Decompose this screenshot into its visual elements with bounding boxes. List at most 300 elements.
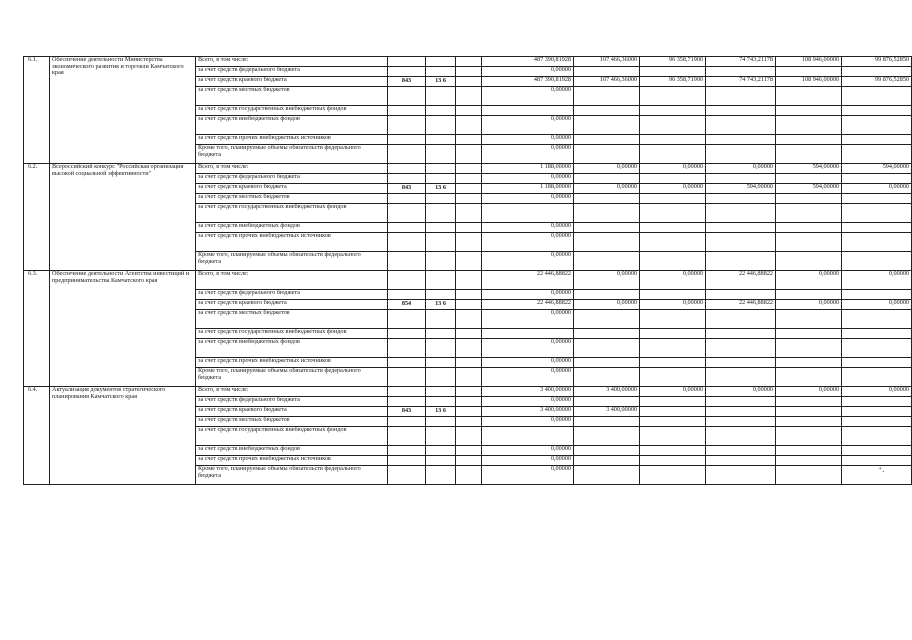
year-value	[706, 397, 776, 407]
year-value	[640, 329, 706, 339]
source-label: Кроме того, планируемые объемы обязательств федерального бюджета	[196, 466, 388, 485]
year-value	[574, 145, 640, 164]
total-value: 0,00000	[482, 310, 574, 329]
ministry-code	[388, 145, 426, 164]
year-value	[706, 135, 776, 145]
year-value	[776, 204, 842, 223]
ministry-code	[388, 204, 426, 223]
year-value	[574, 223, 640, 233]
source-label: за счет средств местных бюджетов	[196, 310, 388, 329]
source-label: Кроме того, планируемые объемы обязательств федерального бюджета	[196, 145, 388, 164]
source-label: за счет средств краевого бюджета	[196, 300, 388, 310]
year-value	[574, 466, 640, 485]
year-value: 0,00000	[640, 164, 706, 174]
year-value	[706, 329, 776, 339]
section-code	[426, 290, 456, 300]
section-code	[426, 427, 456, 446]
year-value: 0,00000	[706, 387, 776, 397]
year-value	[776, 427, 842, 446]
section-title: Всероссийский конкурс "Российская организация высокой социальной эффективности"	[50, 164, 196, 271]
section-code	[426, 57, 456, 67]
year-value: 0,00000	[640, 300, 706, 310]
year-value	[842, 252, 912, 271]
year-value	[706, 194, 776, 204]
year-value	[574, 67, 640, 77]
ministry-code	[388, 417, 426, 427]
empty-cell	[456, 174, 482, 184]
year-value	[776, 446, 842, 456]
source-label: за счет средств федерального бюджета	[196, 174, 388, 184]
section-code: 13 6	[426, 77, 456, 87]
year-value: 594,00000	[842, 164, 912, 174]
year-value: 0,00000	[776, 300, 842, 310]
year-value	[640, 310, 706, 329]
ministry-code: 843	[388, 184, 426, 194]
year-value	[640, 339, 706, 358]
year-value	[574, 233, 640, 252]
year-value	[640, 135, 706, 145]
year-value	[776, 194, 842, 204]
empty-cell	[456, 466, 482, 485]
year-value	[640, 446, 706, 456]
year-value	[574, 417, 640, 427]
empty-cell	[456, 164, 482, 174]
year-value	[776, 368, 842, 387]
empty-cell	[456, 116, 482, 135]
year-value	[706, 339, 776, 358]
source-label: за счет средств государственных внебюджетных фондов	[196, 427, 388, 446]
section-code	[426, 135, 456, 145]
section-code	[426, 67, 456, 77]
year-value	[842, 446, 912, 456]
section-title: Обеспечение деятельности Министерства экономического развития и торговли Камчатского края	[50, 57, 196, 164]
year-value	[842, 466, 912, 485]
year-value	[574, 339, 640, 358]
year-value	[706, 446, 776, 456]
year-value	[706, 358, 776, 368]
section-code	[426, 358, 456, 368]
total-value: 487 390,81928	[482, 77, 574, 87]
year-value: 3 400,00000	[574, 387, 640, 397]
section-code	[426, 368, 456, 387]
total-value: 0,00000	[482, 67, 574, 77]
table-row	[24, 387, 912, 397]
year-value	[776, 116, 842, 135]
year-value	[640, 252, 706, 271]
year-value	[640, 368, 706, 387]
year-value	[706, 456, 776, 466]
source-label: за счет средств прочих внебюджетных источников	[196, 233, 388, 252]
year-value	[706, 87, 776, 106]
year-value	[706, 223, 776, 233]
year-value	[706, 407, 776, 417]
year-value	[706, 145, 776, 164]
year-value	[842, 106, 912, 116]
total-value: 0,00000	[482, 135, 574, 145]
empty-cell	[456, 271, 482, 290]
source-label: за счет средств внебюджетных фондов	[196, 446, 388, 456]
ministry-code	[388, 116, 426, 135]
ministry-code	[388, 164, 426, 174]
year-value: 0,00000	[640, 271, 706, 290]
source-label: за счет средств местных бюджетов	[196, 417, 388, 427]
year-value	[574, 358, 640, 368]
empty-cell	[456, 67, 482, 77]
year-value	[574, 116, 640, 135]
empty-cell	[456, 407, 482, 417]
year-value: 0,00000	[574, 184, 640, 194]
year-value	[640, 427, 706, 446]
year-value	[842, 145, 912, 164]
section-code	[426, 233, 456, 252]
year-value	[776, 310, 842, 329]
year-value	[776, 233, 842, 252]
empty-cell	[456, 456, 482, 466]
total-value: 3 400,00000	[482, 387, 574, 397]
year-value	[706, 204, 776, 223]
total-value: 1 188,00000	[482, 184, 574, 194]
year-value	[842, 233, 912, 252]
year-value: 0,00000	[842, 300, 912, 310]
ministry-code	[388, 339, 426, 358]
total-value: 0,00000	[482, 174, 574, 184]
source-label: за счет средств прочих внебюджетных источников	[196, 358, 388, 368]
year-value	[574, 174, 640, 184]
source-label: Всего, в том числе:	[196, 164, 388, 174]
year-value: 22 446,88822	[706, 300, 776, 310]
year-value	[842, 339, 912, 358]
empty-cell	[456, 145, 482, 164]
ministry-code: 843	[388, 77, 426, 87]
empty-cell	[456, 310, 482, 329]
year-value	[706, 466, 776, 485]
total-value: 0,00000	[482, 194, 574, 204]
year-value	[640, 87, 706, 106]
source-label: за счет средств государственных внебюджетных фондов	[196, 329, 388, 339]
source-label: Всего, в том числе:	[196, 387, 388, 397]
ministry-code	[388, 290, 426, 300]
year-value	[842, 358, 912, 368]
year-value	[640, 116, 706, 135]
table-row	[24, 57, 912, 67]
total-value: 1 188,00000	[482, 164, 574, 174]
source-label: за счет средств краевого бюджета	[196, 77, 388, 87]
budget-table-body	[24, 57, 912, 485]
year-value: 108 946,00000	[776, 57, 842, 67]
year-value	[776, 67, 842, 77]
source-label: за счет средств государственных внебюджетных фондов	[196, 204, 388, 223]
year-value: 0,00000	[640, 387, 706, 397]
empty-cell	[456, 358, 482, 368]
section-code: 13 6	[426, 184, 456, 194]
empty-cell	[456, 427, 482, 446]
section-code	[426, 106, 456, 116]
section-code	[426, 271, 456, 290]
year-value: 594,00000	[706, 184, 776, 194]
year-value: 0,00000	[776, 387, 842, 397]
year-value	[574, 329, 640, 339]
year-value	[842, 87, 912, 106]
year-value	[776, 417, 842, 427]
year-value: 99 876,52850	[842, 77, 912, 87]
year-value	[706, 174, 776, 184]
section-code	[426, 116, 456, 135]
year-value: 74 743,21178	[706, 57, 776, 67]
year-value	[776, 145, 842, 164]
year-value	[776, 252, 842, 271]
year-value	[574, 427, 640, 446]
section-number: 6.2.	[24, 164, 50, 271]
year-value	[776, 106, 842, 116]
section-code	[426, 164, 456, 174]
budget-table	[23, 56, 912, 485]
year-value	[706, 310, 776, 329]
table-row	[24, 164, 912, 174]
section-code	[426, 417, 456, 427]
year-value	[706, 427, 776, 446]
ministry-code	[388, 233, 426, 252]
ministry-code	[388, 387, 426, 397]
source-label: за счет средств внебюджетных фондов	[196, 339, 388, 358]
year-value	[776, 407, 842, 417]
year-value: 107 466,36000	[574, 57, 640, 67]
section-code	[426, 145, 456, 164]
source-label: Кроме того, планируемые объемы обязательств федерального бюджета	[196, 368, 388, 387]
empty-cell	[456, 184, 482, 194]
empty-cell	[456, 223, 482, 233]
empty-cell	[456, 57, 482, 67]
ministry-code	[388, 67, 426, 77]
ministry-code: 843	[388, 407, 426, 417]
year-value	[574, 87, 640, 106]
year-value	[842, 290, 912, 300]
year-value	[574, 290, 640, 300]
year-value	[842, 427, 912, 446]
year-value	[640, 358, 706, 368]
section-code	[426, 387, 456, 397]
year-value	[842, 116, 912, 135]
total-value: 3 400,00000	[482, 407, 574, 417]
year-value: 0,00000	[842, 184, 912, 194]
year-value	[842, 456, 912, 466]
year-value	[640, 174, 706, 184]
year-value	[776, 456, 842, 466]
year-value: 107 466,36000	[574, 77, 640, 87]
year-value: 74 743,21178	[706, 77, 776, 87]
year-value	[640, 290, 706, 300]
year-value	[574, 446, 640, 456]
total-value: 0,00000	[482, 87, 574, 106]
year-value	[776, 329, 842, 339]
section-code	[426, 466, 456, 485]
section-code	[426, 87, 456, 106]
section-code	[426, 204, 456, 223]
section-code	[426, 397, 456, 407]
source-label: за счет средств федерального бюджета	[196, 67, 388, 77]
year-value	[640, 145, 706, 164]
ministry-code: 854	[388, 300, 426, 310]
ministry-code	[388, 57, 426, 67]
section-code	[426, 446, 456, 456]
source-label: за счет средств местных бюджетов	[196, 194, 388, 204]
year-value	[706, 106, 776, 116]
ministry-code	[388, 174, 426, 184]
section-code: 13 6	[426, 300, 456, 310]
section-number: 6.1.	[24, 57, 50, 164]
year-value: 0,00000	[842, 271, 912, 290]
ministry-code	[388, 446, 426, 456]
total-value	[482, 106, 574, 116]
empty-cell	[456, 397, 482, 407]
year-value	[842, 407, 912, 417]
ministry-code	[388, 87, 426, 106]
year-value	[706, 233, 776, 252]
empty-cell	[456, 329, 482, 339]
year-value	[842, 368, 912, 387]
empty-cell	[456, 252, 482, 271]
year-value	[574, 310, 640, 329]
source-label: за счет средств федерального бюджета	[196, 397, 388, 407]
year-value	[574, 252, 640, 271]
ministry-code	[388, 368, 426, 387]
year-value	[706, 417, 776, 427]
total-value: 0,00000	[482, 456, 574, 466]
total-value: 0,00000	[482, 290, 574, 300]
total-value: 0,00000	[482, 252, 574, 271]
empty-cell	[456, 106, 482, 116]
total-value: 0,00000	[482, 417, 574, 427]
year-value: 0,00000	[776, 271, 842, 290]
section-code	[426, 456, 456, 466]
empty-cell	[456, 446, 482, 456]
year-value: 0,00000	[640, 184, 706, 194]
total-value: 0,00000	[482, 368, 574, 387]
year-value: 108 946,00000	[776, 77, 842, 87]
total-value: 0,00000	[482, 466, 574, 485]
source-label: Всего, в том числе:	[196, 271, 388, 290]
total-value: 22 446,88822	[482, 271, 574, 290]
section-code	[426, 174, 456, 184]
year-value	[842, 204, 912, 223]
year-value	[640, 417, 706, 427]
year-value: 22 446,88822	[706, 271, 776, 290]
empty-cell	[456, 135, 482, 145]
ministry-code	[388, 252, 426, 271]
total-value: 0,00000	[482, 116, 574, 135]
year-value	[776, 466, 842, 485]
section-code: 13 6	[426, 407, 456, 417]
total-value	[482, 427, 574, 446]
year-value: 0,00000	[706, 164, 776, 174]
year-value	[706, 368, 776, 387]
empty-cell	[456, 300, 482, 310]
section-code	[426, 339, 456, 358]
total-value: 0,00000	[482, 358, 574, 368]
ministry-code	[388, 397, 426, 407]
year-value	[776, 223, 842, 233]
total-value: 487 390,81928	[482, 57, 574, 67]
year-value	[706, 116, 776, 135]
total-value: 22 446,88822	[482, 300, 574, 310]
empty-cell	[456, 417, 482, 427]
year-value	[776, 87, 842, 106]
empty-cell	[456, 204, 482, 223]
ministry-code	[388, 106, 426, 116]
ministry-code	[388, 271, 426, 290]
year-value	[640, 456, 706, 466]
year-value	[640, 466, 706, 485]
source-label: Кроме того, планируемые объемы обязательств федерального бюджета	[196, 252, 388, 271]
year-value	[640, 233, 706, 252]
ministry-code	[388, 194, 426, 204]
source-label: за счет средств краевого бюджета	[196, 407, 388, 417]
page-corner-mark: ⁺.	[878, 465, 885, 474]
year-value	[842, 417, 912, 427]
year-value	[574, 456, 640, 466]
year-value	[842, 194, 912, 204]
total-value	[482, 329, 574, 339]
year-value	[574, 135, 640, 145]
total-value: 0,00000	[482, 223, 574, 233]
total-value: 0,00000	[482, 446, 574, 456]
year-value	[842, 329, 912, 339]
year-value: 0,00000	[574, 271, 640, 290]
section-code	[426, 194, 456, 204]
year-value	[640, 106, 706, 116]
year-value	[706, 67, 776, 77]
year-value: 3 400,00000	[574, 407, 640, 417]
ministry-code	[388, 135, 426, 145]
source-label: Всего, в том числе:	[196, 57, 388, 67]
ministry-code	[388, 427, 426, 446]
year-value: 0,00000	[574, 164, 640, 174]
section-code	[426, 223, 456, 233]
year-value	[842, 67, 912, 77]
year-value	[706, 290, 776, 300]
ministry-code	[388, 223, 426, 233]
year-value	[842, 174, 912, 184]
section-code	[426, 329, 456, 339]
source-label: за счет средств прочих внебюджетных источников	[196, 135, 388, 145]
ministry-code	[388, 466, 426, 485]
year-value	[842, 223, 912, 233]
empty-cell	[456, 290, 482, 300]
year-value	[574, 194, 640, 204]
empty-cell	[456, 194, 482, 204]
year-value: 99 876,52850	[842, 57, 912, 67]
total-value	[482, 204, 574, 223]
section-code	[426, 310, 456, 329]
source-label: за счет средств краевого бюджета	[196, 184, 388, 194]
ministry-code	[388, 329, 426, 339]
section-code	[426, 252, 456, 271]
year-value: 594,00000	[776, 164, 842, 174]
year-value: 96 358,71900	[640, 57, 706, 67]
empty-cell	[456, 387, 482, 397]
year-value	[776, 290, 842, 300]
year-value	[706, 252, 776, 271]
source-label: за счет средств прочих внебюджетных источников	[196, 456, 388, 466]
empty-cell	[456, 339, 482, 358]
budget-sheet	[23, 56, 912, 485]
year-value	[574, 106, 640, 116]
ministry-code	[388, 310, 426, 329]
source-label: за счет средств государственных внебюджетных фондов	[196, 106, 388, 116]
year-value	[776, 358, 842, 368]
empty-cell	[456, 87, 482, 106]
year-value	[842, 310, 912, 329]
section-number: 6.3.	[24, 271, 50, 387]
